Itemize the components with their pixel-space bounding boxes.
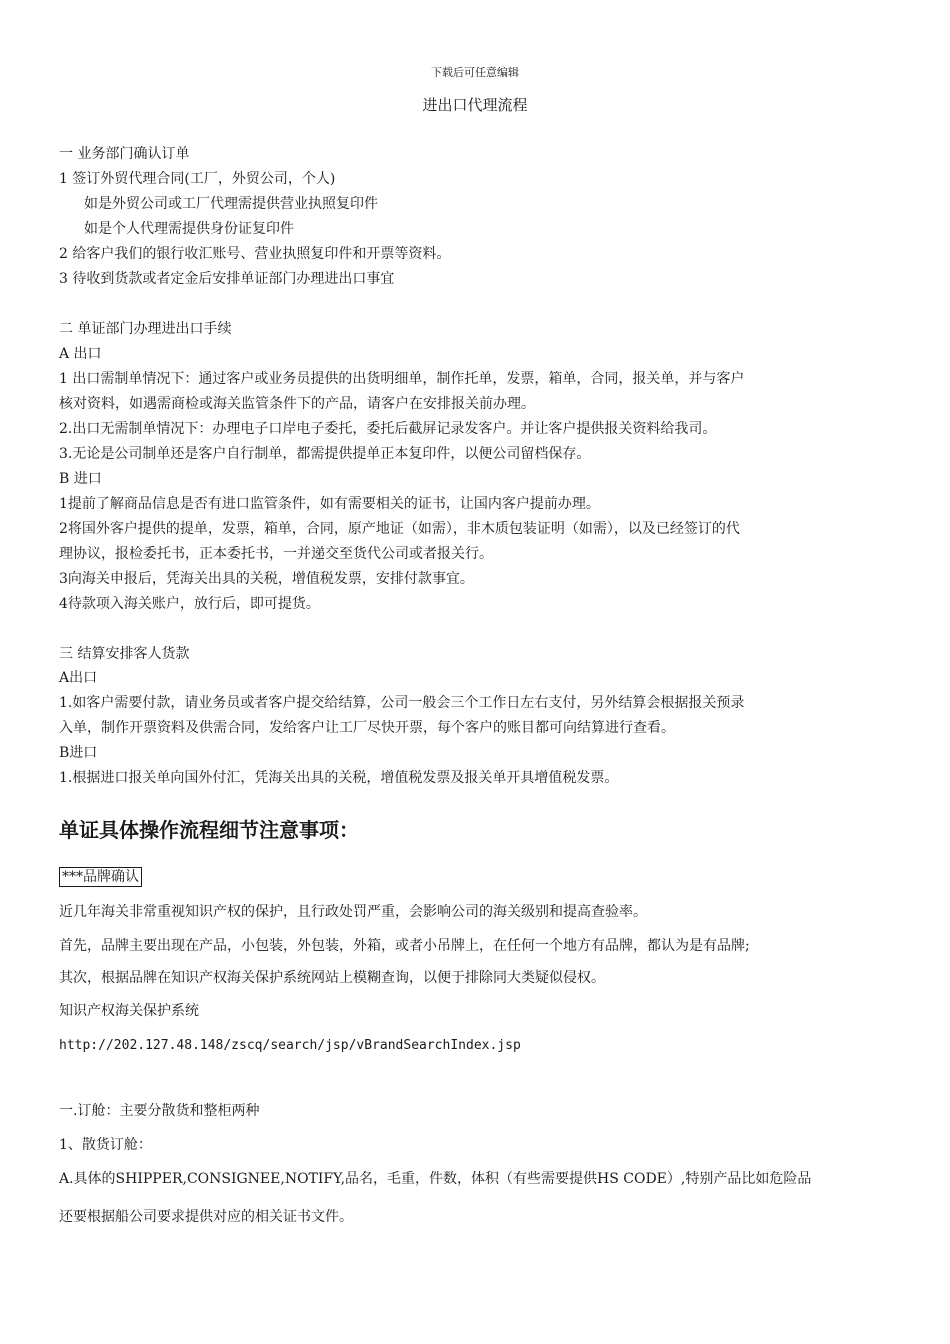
- section-3-import-label: B进口: [59, 745, 98, 761]
- section-2-export-2: 2.出口无需制单情况下：办理电子口岸电子委托，委托后截屏记录发客户。并让客户提供报关资料给我司。: [59, 421, 717, 437]
- brand-confirm-label: ***品牌确认: [59, 867, 142, 887]
- section-3-export-1a: 1.如客户需要付款，请业务员或者客户提交给结算，公司一般会三个工作日左右支付，另外结算会根据报关预录: [59, 695, 745, 711]
- section-1-item-3: 3 待收到货款或者定金后安排单证部门办理进出口事宜: [59, 271, 395, 287]
- section-3-import-1: 1.根据进口报关单向国外付汇，凭海关出具的关税，增值税发票及报关单开具增值税发票。: [59, 770, 619, 786]
- section-2-export-1b: 核对资料，如遇需商检或海关监管条件下的产品，请客户在安排报关前办理。: [59, 396, 535, 412]
- details-paragraph-2: 首先，品牌主要出现在产品，小包装，外包装，外箱，或者小吊牌上，在任何一个地方有品牌，都认为是有品牌;: [59, 938, 750, 954]
- bulk-booking-heading: 1、散货订舱：: [59, 1137, 152, 1153]
- section-2-heading: 二 单证部门办理进出口手续: [59, 321, 232, 337]
- section-2-export-3: 3.无论是公司制单还是客户自行制单，都需提供提单正本复印件，以便公司留档保存。: [59, 446, 591, 462]
- section-3-heading: 三 结算安排客人货款: [59, 646, 190, 662]
- details-paragraph-1: 近几年海关非常重视知识产权的保护，且行政处罚严重，会影响公司的海关级别和提高查验率。: [59, 904, 647, 920]
- bulk-booking-a-line-1: A.具体的SHIPPER,CONSIGNEE,NOTIFY,品名，毛重，件数，体积（有些需要提供HS CODE）,特别产品比如危险品: [59, 1171, 812, 1187]
- section-2-import-3: 3向海关申报后，凭海关出具的关税，增值税发票，安排付款事宜。: [59, 571, 474, 587]
- section-2-import-label: B 进口: [59, 471, 102, 487]
- header-note: 下载后可任意编辑: [431, 66, 519, 79]
- section-3-export-1b: 入单，制作开票资料及供需合同，发给客户让工厂尽快开票，每个客户的账目都可向结算进行查看。: [59, 720, 675, 736]
- section-1-item-2: 2 给客户我们的银行收汇账号、营业执照复印件和开票等资料。: [59, 246, 451, 262]
- section-2-import-2a: 2将国外客户提供的提单，发票，箱单，合同，原产地证（如需），非木质包装证明（如需），以及已经签订的代: [59, 521, 740, 537]
- page-title: 进出口代理流程: [422, 96, 528, 114]
- details-paragraph-3: 其次，根据品牌在知识产权海关保护系统网站上模糊查询，以便于排除同大类疑似侵权。: [59, 970, 605, 986]
- bulk-booking-a-line-2: 还要根据船公司要求提供对应的相关证书文件。: [59, 1209, 353, 1225]
- section-2-import-4: 4待款项入海关账户，放行后，即可提货。: [59, 596, 320, 612]
- section-2-import-1: 1提前了解商品信息是否有进口监管条件，如有需要相关的证书，让国内客户提前办理。: [59, 496, 600, 512]
- details-heading: 单证具体操作流程细节注意事项：: [59, 818, 359, 842]
- section-2-export-1a: 1 出口需制单情况下：通过客户或业务员提供的出货明细单，制作托单，发票，箱单，合同，报关单，并与客户: [59, 371, 745, 387]
- section-2-import-2b: 理协议，报检委托书，正本委托书，一并递交至货代公司或者报关行。: [59, 546, 493, 562]
- section-2-export-label: A 出口: [59, 346, 102, 362]
- section-3-export-label: A出口: [59, 670, 98, 686]
- details-url: http://202.127.48.148/zscq/search/jsp/vBrandSearchIndex.jsp: [59, 1038, 521, 1053]
- section-1-item-1-note-a: 如是外贸公司或工厂代理需提供营业执照复印件: [84, 196, 378, 212]
- section-1-heading: 一 业务部门确认订单: [59, 146, 190, 162]
- section-1-item-1-note-b: 如是个人代理需提供身份证复印件: [84, 221, 294, 237]
- section-1-item-1: 1 签订外贸代理合同(工厂，外贸公司，个人): [59, 171, 336, 187]
- booking-heading: 一.订舱：主要分散货和整柜两种: [59, 1103, 260, 1119]
- details-system-name: 知识产权海关保护系统: [59, 1003, 199, 1019]
